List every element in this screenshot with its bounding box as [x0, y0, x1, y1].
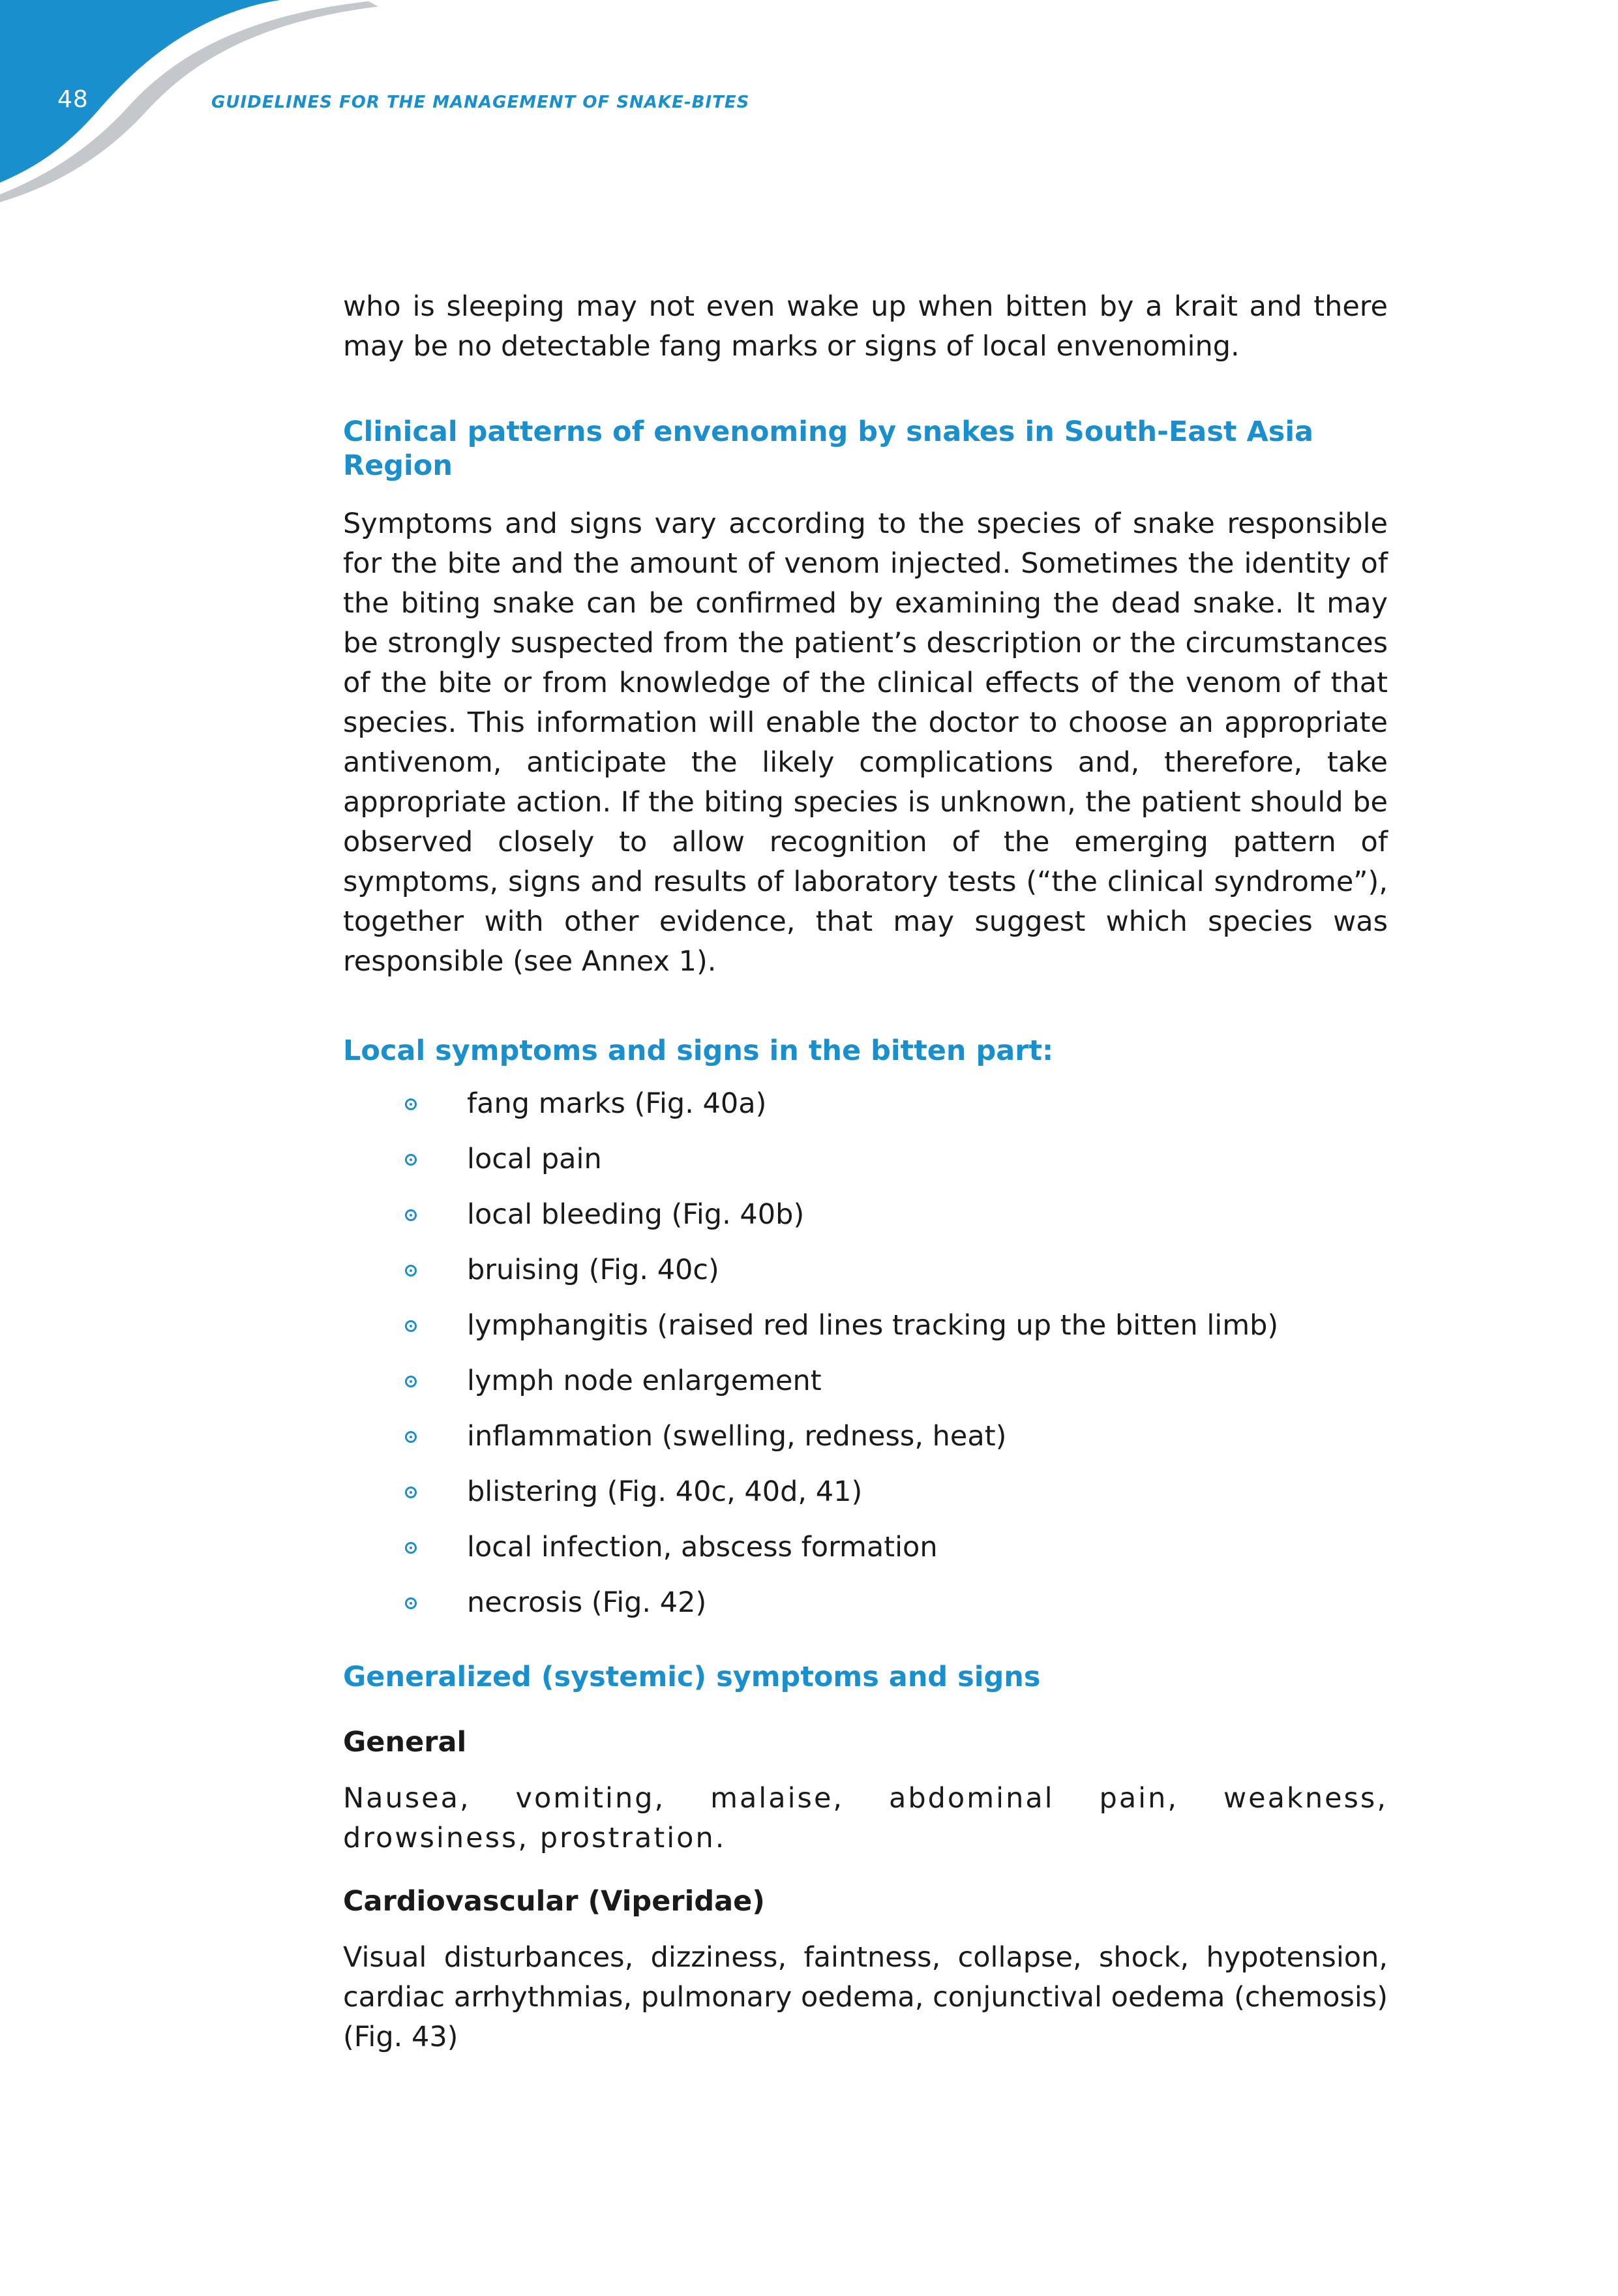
bullet-icon [405, 1487, 417, 1498]
bullet-icon [405, 1265, 417, 1276]
bullet-icon [405, 1431, 417, 1443]
section-heading-local-symptoms: Local symptoms and signs in the bitten part: [343, 1035, 1054, 1067]
bullet-icon [405, 1209, 417, 1221]
bullet-icon [405, 1320, 417, 1332]
list-item-text: bruising (Fig. 40c) [467, 1254, 719, 1286]
bullet-icon [405, 1542, 417, 1554]
list-item [343, 1243, 1388, 1298]
general-paragraph: Nausea, vomiting, malaise, abdominal pain, weakness, drowsiness, prostration. [343, 1782, 1388, 1854]
list-item-text: lymph node enlargement [467, 1365, 822, 1397]
list-item-text: necrosis (Fig. 42) [467, 1586, 707, 1619]
section-heading-systemic-symptoms: Generalized (systemic) symptoms and signs [343, 1661, 1041, 1693]
page-number: 48 [57, 86, 89, 113]
subheading-general: General [343, 1726, 467, 1759]
running-header: GUIDELINES FOR THE MANAGEMENT OF SNAKE-BITES [211, 93, 750, 112]
list-item [343, 1409, 1388, 1464]
bullet-icon [405, 1597, 417, 1609]
list-item-text: inflammation (swelling, redness, heat) [467, 1420, 1007, 1453]
list-item-text: local pain [467, 1143, 602, 1175]
list-item-text: local infection, abscess formation [467, 1531, 938, 1563]
list-item [343, 1298, 1388, 1353]
list-item-text: local bleeding (Fig. 40b) [467, 1198, 805, 1231]
list-item-text: blistering (Fig. 40c, 40d, 41) [467, 1475, 863, 1508]
section-heading-clinical-patterns: Clinical patterns of envenoming by snakes in South-East Asia Region [343, 415, 1314, 482]
list-item-text: lymphangitis (raised red lines tracking up the bitten limb) [467, 1309, 1279, 1342]
list-item [343, 1464, 1388, 1520]
local-symptoms-list [343, 1076, 1388, 1631]
subheading-cardiovascular: Cardiovascular (Viperidae) [343, 1885, 765, 1918]
bullet-icon [405, 1376, 417, 1387]
list-item [343, 1132, 1388, 1187]
list-item [343, 1575, 1388, 1631]
list-item [343, 1520, 1388, 1575]
list-item-text: fang marks (Fig. 40a) [467, 1087, 767, 1120]
intro-paragraph: who is sleeping may not even wake up when bitten by a krait and there may be no detectable fang marks or signs of local envenoming. [343, 290, 1388, 363]
clinical-patterns-paragraph: Symptoms and signs vary according to the species of snake responsible for the bite and the amount of venom injected. Sometimes the identity of the biting snake can be confirmed by examining the dead snake. It may be strongly suspected from the patient’s description or the circumstances of the bite or from knowledge of the clinical effects of the venom of that species. This information will enable the doctor to choose an appropriate antivenom, anticipate the likely complications and, therefore, take appropriate action. If the biting species is unknown, the patient should be observed closely to allow recognition of the emerging pattern of symptoms, signs and results of laboratory tests (“the clinical syndrome”), together with other evidence, that may suggest which species was responsible (see Annex 1). [343, 507, 1388, 978]
page-body [343, 287, 1388, 2057]
bullet-icon [405, 1154, 417, 1166]
bullet-icon [405, 1098, 417, 1110]
cardiovascular-paragraph: Visual disturbances, dizziness, faintness, collapse, shock, hypotension, cardiac arrhythmias, pulmonary oedema, conjunctival oedema (chemosis) (Fig. 43) [343, 1941, 1388, 2053]
list-item [343, 1187, 1388, 1243]
list-item [343, 1076, 1388, 1132]
list-item [343, 1353, 1388, 1409]
